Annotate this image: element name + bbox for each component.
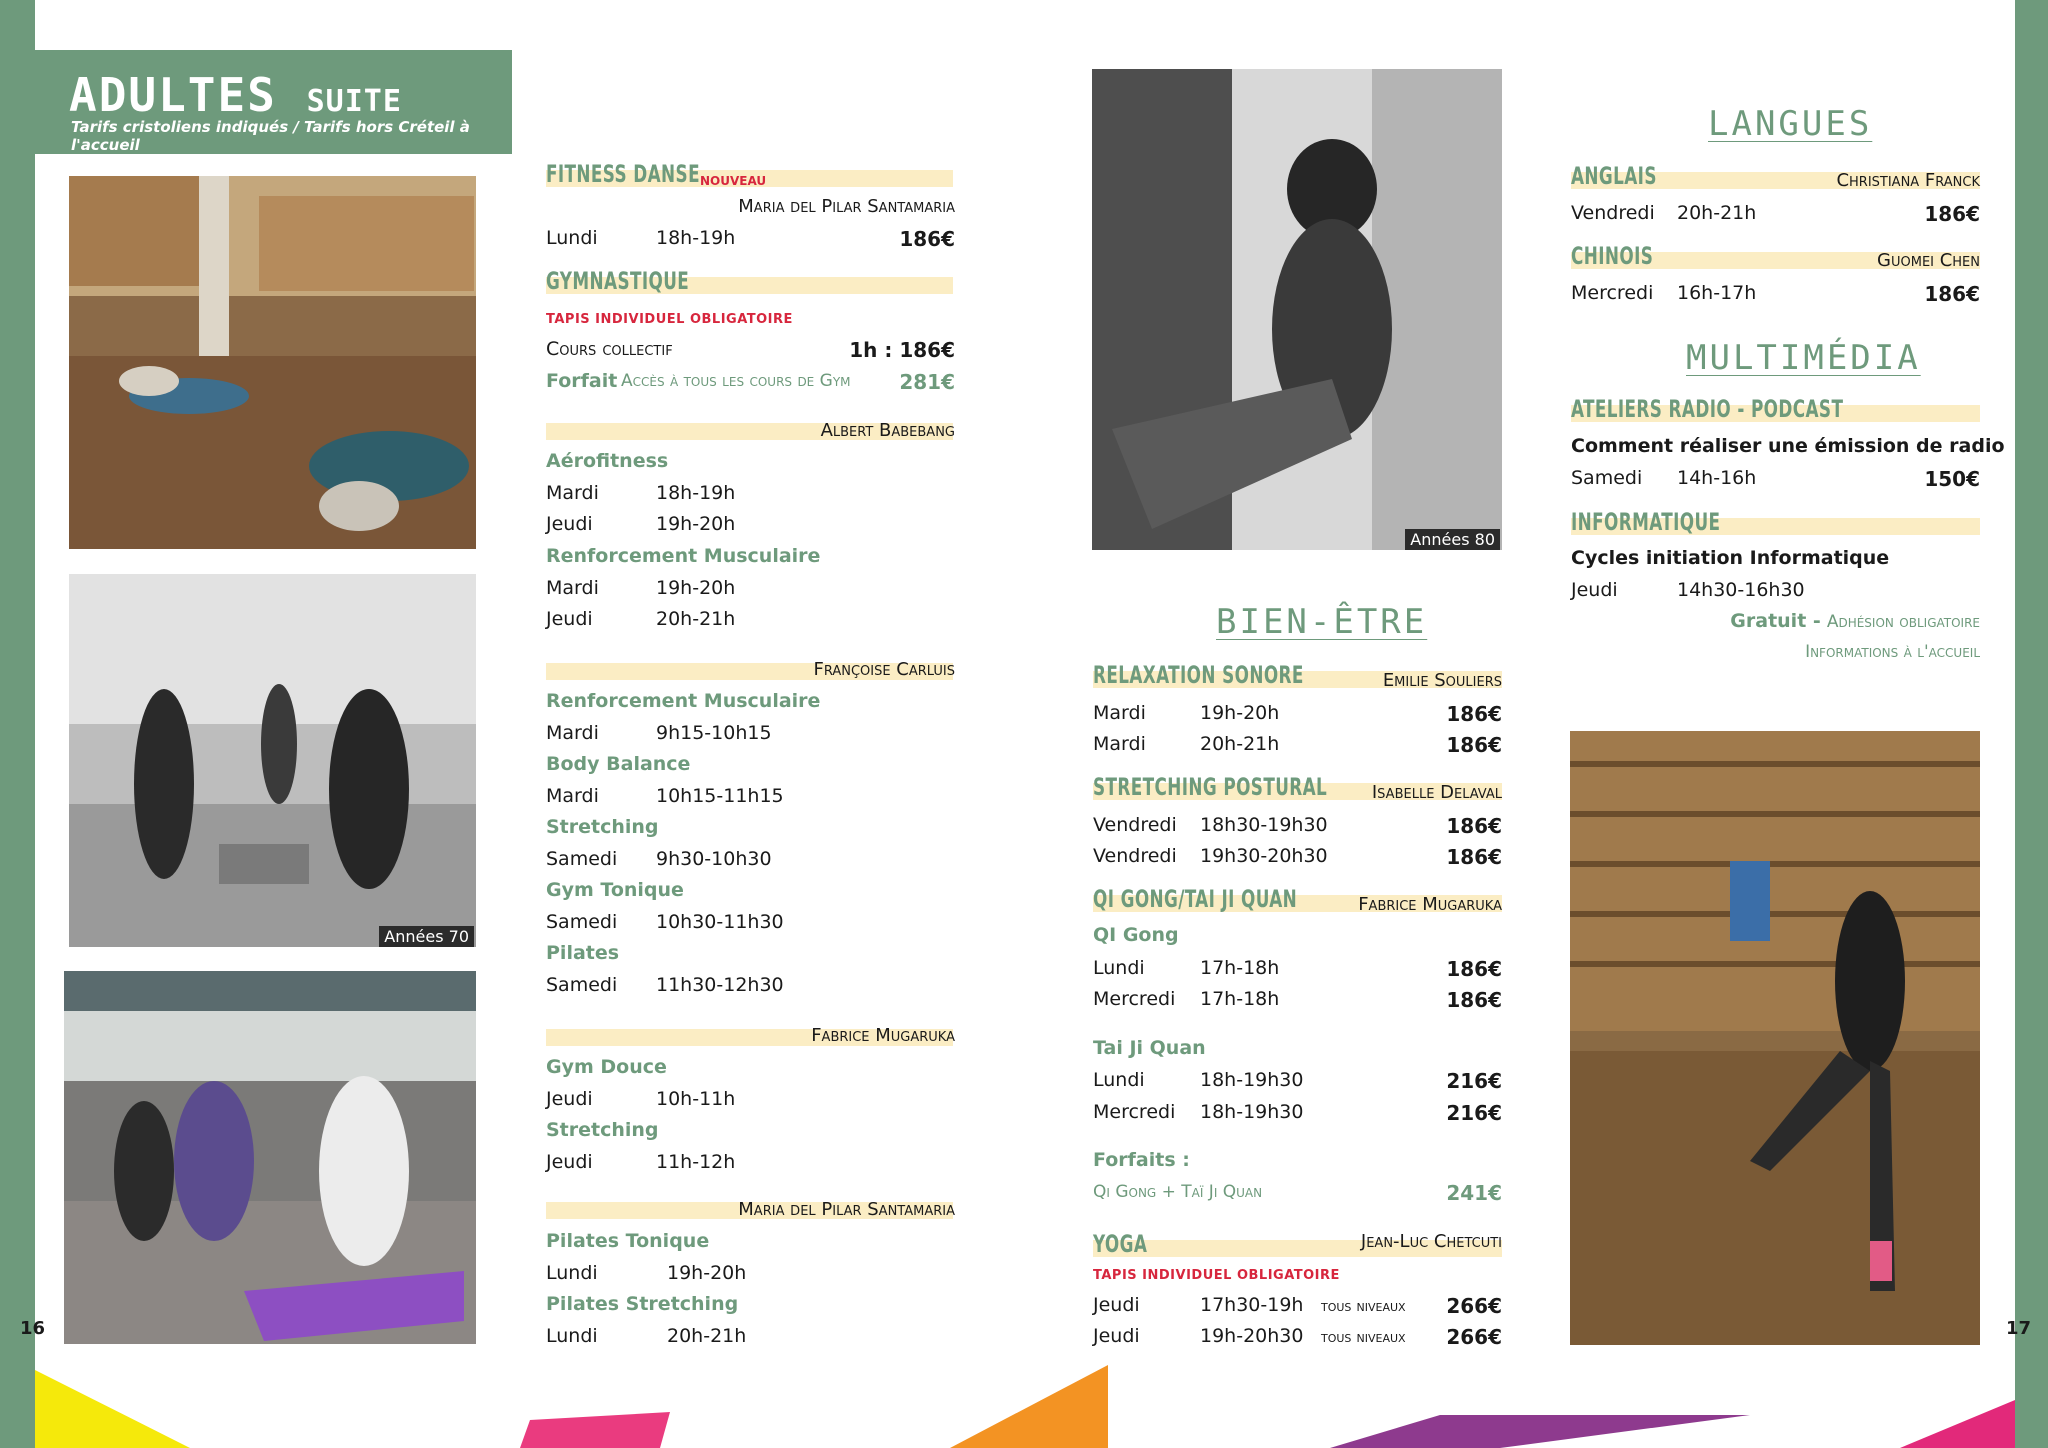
schedule-price: 266€ — [1446, 1325, 1502, 1349]
teacher-name: Fabrice Mugaruka — [811, 1025, 955, 1046]
schedule-day: Mardi — [546, 482, 599, 504]
schedule-price: 186€ — [1446, 845, 1502, 869]
info-note: Informations à l'accueil — [1805, 642, 1980, 662]
schedule-time: 10h-11h — [656, 1088, 736, 1110]
course-title: STRETCHING POSTURAL — [1093, 773, 1328, 801]
photo-yoga-class — [64, 971, 476, 1344]
teacher-name: Emilie Souliers — [1382, 670, 1502, 691]
schedule-day: Samedi — [1571, 467, 1643, 489]
level-label: tous niveaux — [1321, 1296, 1406, 1315]
schedule-price: 186€ — [899, 227, 955, 251]
course-name: Tai Ji Quan — [1093, 1037, 1206, 1059]
schedule-day: Mardi — [1093, 733, 1146, 755]
schedule-time: 9h15-10h15 — [656, 722, 772, 744]
schedule-day: Samedi — [546, 911, 618, 933]
course-name: Gym Tonique — [546, 879, 684, 901]
course-title: YOGA — [1093, 1230, 1148, 1258]
schedule-day: Jeudi — [546, 513, 593, 535]
course-name: Body Balance — [546, 753, 691, 775]
schedule-time: 18h-19h — [656, 482, 736, 504]
forfaits-label: Forfaits : — [1093, 1149, 1190, 1171]
course-title: RELAXATION SONORE — [1093, 661, 1304, 689]
schedule-price: 186€ — [1924, 282, 1980, 306]
mandatory-mat-note: TAPIS INDIVIDUEL OBLIGATOIRE — [1093, 1268, 1340, 1283]
section-heading-multimedia: MULTIMÉDIA — [1686, 338, 1921, 378]
schedule-time: 18h30-19h30 — [1200, 814, 1328, 836]
schedule-time: 19h-20h — [1200, 702, 1280, 724]
course-name: Pilates Stretching — [546, 1293, 739, 1315]
course-name: Gym Douce — [546, 1056, 667, 1078]
schedule-price: 186€ — [1446, 702, 1502, 726]
schedule-time: 9h30-10h30 — [656, 848, 772, 870]
page-subtitle: Tarifs cristoliens indiqués / Tarifs hors Créteil à l'accueil — [71, 118, 470, 154]
free-note: Gratuit - Adhésion obligatoire — [1730, 610, 1980, 632]
schedule-day: Mardi — [546, 577, 599, 599]
schedule-time: 18h-19h30 — [1200, 1101, 1304, 1123]
schedule-day: Mercredi — [1093, 1101, 1176, 1123]
left-margin-strip — [0, 0, 35, 1448]
schedule-time: 11h30-12h30 — [656, 974, 784, 996]
schedule-price: 186€ — [1446, 733, 1502, 757]
schedule-day: Jeudi — [546, 608, 593, 630]
schedule-day: Jeudi — [1571, 579, 1618, 601]
schedule-day: Lundi — [546, 1325, 598, 1347]
section-heading-langues: LANGUES — [1708, 104, 1873, 144]
forfait-label: Forfait — [546, 370, 618, 392]
schedule-time: 20h-21h — [656, 608, 736, 630]
schedule-price: 186€ — [1446, 988, 1502, 1012]
teacher-name: Jean-Luc Chetcuti — [1360, 1231, 1502, 1252]
teacher-name: Albert Babebang — [820, 420, 955, 441]
course-title: ATELIERS RADIO - PODCAST — [1571, 395, 1844, 423]
schedule-time: 19h-20h — [656, 577, 736, 599]
teacher-name: Fabrice Mugaruka — [1358, 894, 1502, 915]
section-heading-bien-etre: BIEN-ÊTRE — [1216, 602, 1428, 642]
course-title: QI GONG/TAI JI QUAN — [1093, 885, 1298, 913]
photo-caption: Années 70 — [379, 926, 474, 947]
mandatory-mat-note: TAPIS INDIVIDUEL OBLIGATOIRE — [546, 312, 793, 327]
course-name: Renforcement Musculaire — [546, 545, 821, 567]
schedule-day: Samedi — [546, 848, 618, 870]
page-title: ADULTES SUITE — [69, 68, 402, 122]
schedule-day: Jeudi — [546, 1151, 593, 1173]
course-name: Pilates — [546, 942, 620, 964]
schedule-time: 17h30-19h — [1200, 1294, 1304, 1316]
schedule-price: 266€ — [1446, 1294, 1502, 1318]
schedule-time: 19h30-20h30 — [1200, 845, 1328, 867]
collective-course-price: 1h : 186€ — [849, 338, 955, 362]
course-name: Renforcement Musculaire — [546, 690, 821, 712]
schedule-day: Mardi — [546, 785, 599, 807]
schedule-day: Lundi — [546, 227, 598, 249]
page-number-left: 16 — [20, 1318, 46, 1339]
photo-floor-exercise — [69, 176, 476, 549]
schedule-time: 10h15-11h15 — [656, 785, 784, 807]
schedule-day: Mercredi — [1571, 282, 1654, 304]
right-margin-strip — [2015, 0, 2048, 1448]
schedule-day: Mercredi — [1093, 988, 1176, 1010]
course-name: QI Gong — [1093, 924, 1179, 946]
section-title-gymnastique: GYMNASTIQUE — [546, 267, 690, 295]
page-title-box — [35, 50, 512, 154]
schedule-time: 19h-20h30 — [1200, 1325, 1304, 1347]
schedule-price: 186€ — [1924, 202, 1980, 226]
forfait-price: 281€ — [899, 370, 955, 394]
photo-archive-70s — [69, 574, 476, 947]
schedule-day: Lundi — [1093, 957, 1145, 979]
schedule-time: 18h-19h30 — [1200, 1069, 1304, 1091]
forfaits-price: 241€ — [1446, 1181, 1502, 1205]
schedule-day: Samedi — [546, 974, 618, 996]
forfait-description: Accès à tous les cours de Gym — [621, 371, 851, 391]
photo-caption: Années 80 — [1405, 529, 1500, 550]
teacher-name: Françoise Carluis — [813, 659, 955, 680]
new-badge: NOUVEAU — [700, 174, 767, 188]
schedule-time: 20h-21h — [1677, 202, 1757, 224]
schedule-time: 20h-21h — [667, 1325, 747, 1347]
schedule-time: 14h30-16h30 — [1677, 579, 1805, 601]
schedule-time: 14h-16h — [1677, 467, 1757, 489]
course-title: ANGLAIS — [1571, 162, 1657, 190]
schedule-price: 150€ — [1924, 467, 1980, 491]
level-label: tous niveaux — [1321, 1327, 1406, 1346]
schedule-day: Vendredi — [1093, 845, 1177, 867]
schedule-time: 11h-12h — [656, 1151, 736, 1173]
course-name: Aérofitness — [546, 450, 669, 472]
schedule-day: Mardi — [546, 722, 599, 744]
course-description: Comment réaliser une émission de radio — [1571, 435, 2005, 457]
schedule-day: Vendredi — [1093, 814, 1177, 836]
collective-course-label: Cours collectif — [546, 338, 673, 360]
schedule-day: Jeudi — [546, 1088, 593, 1110]
teacher-name: Christiana Franck — [1836, 170, 1980, 191]
course-name: Stretching — [546, 816, 659, 838]
course-title: INFORMATIQUE — [1571, 508, 1721, 536]
course-name: Stretching — [546, 1119, 659, 1141]
schedule-time: 19h-20h — [656, 513, 736, 535]
page-number-right: 17 — [2006, 1318, 2032, 1339]
schedule-day: Lundi — [546, 1262, 598, 1284]
schedule-price: 216€ — [1446, 1101, 1502, 1125]
course-title: CHINOIS — [1571, 242, 1654, 270]
teacher-name: Isabelle Delaval — [1371, 782, 1502, 803]
teacher-name: Maria del Pilar Santamaria — [738, 196, 955, 217]
teacher-name: Maria del Pilar Santamaria — [738, 1199, 955, 1220]
schedule-time: 16h-17h — [1677, 282, 1757, 304]
decorative-bottom-shapes — [0, 1360, 2048, 1448]
schedule-day: Mardi — [1093, 702, 1146, 724]
schedule-time: 19h-20h — [667, 1262, 747, 1284]
photo-archive-80s — [1092, 69, 1502, 550]
forfaits-description: Qi Gong + Taï Ji Quan — [1093, 1182, 1263, 1202]
schedule-day: Jeudi — [1093, 1294, 1140, 1316]
schedule-price: 216€ — [1446, 1069, 1502, 1093]
schedule-price: 186€ — [1446, 957, 1502, 981]
schedule-time: 10h30-11h30 — [656, 911, 784, 933]
course-name: Pilates Tonique — [546, 1230, 710, 1252]
teacher-name: Guomei Chen — [1877, 250, 1980, 271]
schedule-time: 20h-21h — [1200, 733, 1280, 755]
schedule-day: Lundi — [1093, 1069, 1145, 1091]
schedule-price: 186€ — [1446, 814, 1502, 838]
schedule-time: 17h-18h — [1200, 957, 1280, 979]
schedule-time: 18h-19h — [656, 227, 736, 249]
schedule-time: 17h-18h — [1200, 988, 1280, 1010]
photo-dancer — [1570, 731, 1980, 1345]
course-description: Cycles initiation Informatique — [1571, 547, 1890, 569]
section-title-fitness-danse: FITNESS DANSE — [546, 160, 700, 188]
schedule-day: Vendredi — [1571, 202, 1655, 224]
schedule-day: Jeudi — [1093, 1325, 1140, 1347]
